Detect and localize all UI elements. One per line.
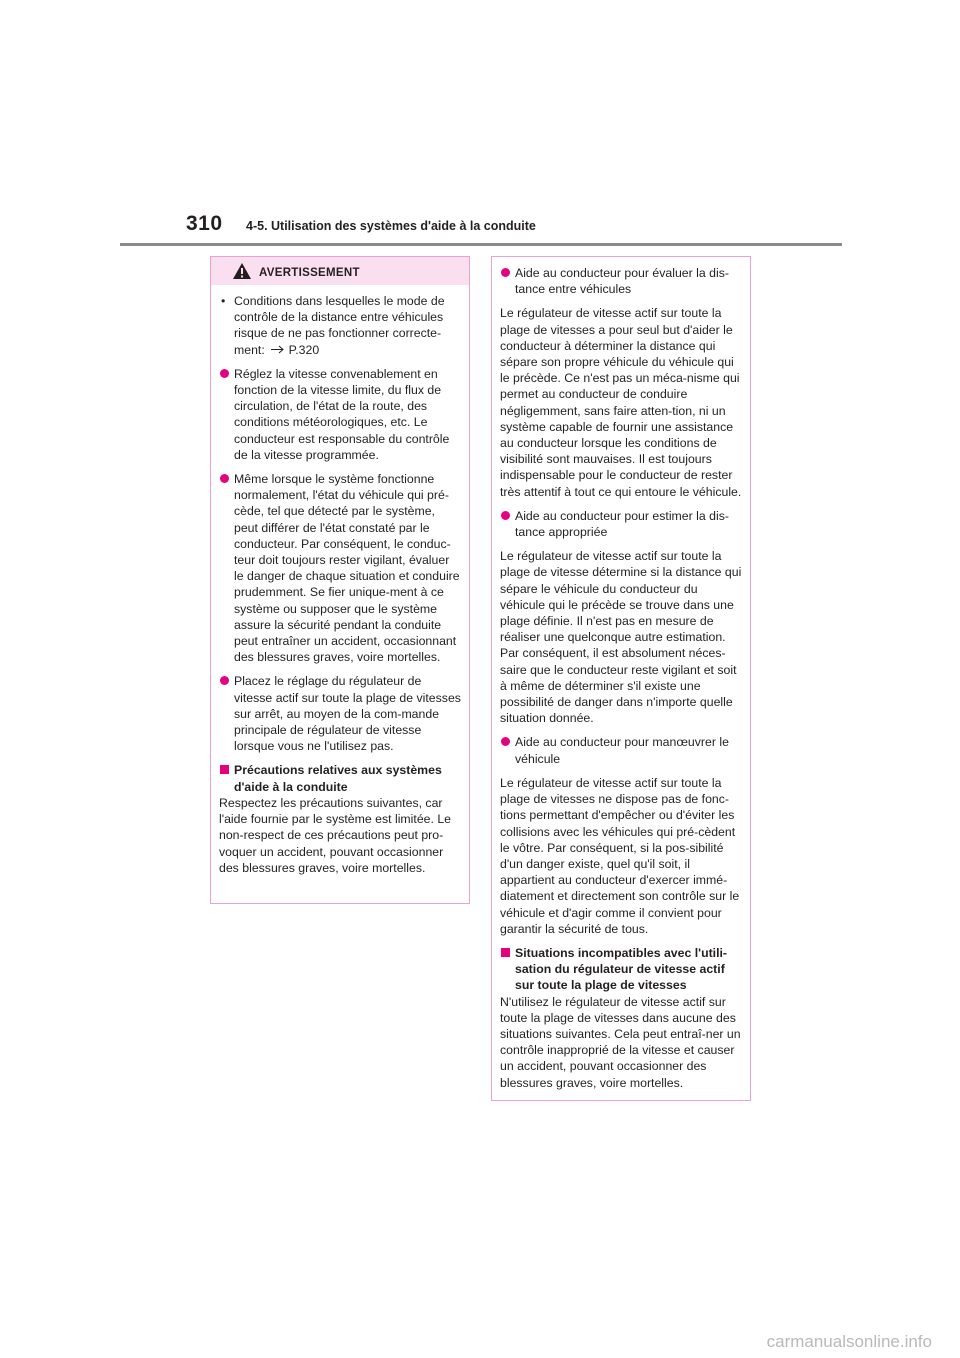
warning-panel-continued [491, 256, 751, 1101]
warning-title: AVERTISSEMENT [259, 267, 360, 279]
header-divider [120, 243, 842, 246]
watermark: carmanualsonline.info [766, 1332, 932, 1351]
warning-condition-item [219, 293, 461, 358]
chapter-title: 4-5. Utilisation des systèmes d'aide à la conduite [246, 219, 536, 233]
section-heading: Situations incompatibles avec l'utili-sation du régulateur de vitesse actif sur toute la plage de vitesses [500, 945, 742, 994]
warning-bullet: Réglez la vitesse convenablement en fonction de la vitesse limite, du flux de circulation, de l'état de la route, des conditions météorologiques, etc. Le conducteur est responsable du contrôle de la vitesse programmée. [219, 366, 461, 463]
page-reference-link[interactable]: P.320 [288, 342, 320, 357]
section-heading: Précautions relatives aux systèmes d'aide à la conduite [219, 762, 461, 794]
arrow-right-icon [271, 342, 285, 358]
warning-bullet: Aide au conducteur pour estimer la dis-tance appropriée [500, 508, 742, 540]
section-body: N'utilisez le régulateur de vitesse actif sur toute la plage de vitesses dans aucune des situations suivantes. Cela peut entraî-ner un contrôle inapproprié de la vitesse et causer un accident, pouvant occasionner des blessures graves, voire mortelles. [500, 994, 741, 1090]
warning-header [211, 257, 469, 285]
warning-bullet: Aide au conducteur pour évaluer la dis-tance entre véhicules [500, 265, 742, 297]
warning-triangle-icon [232, 262, 252, 284]
page-number: 310 [186, 212, 223, 235]
warning-bullet: Même lorsque le système fonctionne normalement, l'état du véhicule qui pré-cède, tel que détecté par le système, peut différer de l'état constaté par le conducteur. Par conséquent, le conduc-teur doit toujours rester vigilant, évaluer le danger de chaque situation et conduire prudemment. Se fier unique-ment à ce système ou supposer que le système assure la sécurité pendant la conduite peut entraîner un accident, occasionnant des blessures graves, voire mortelles. [219, 471, 461, 665]
warning-condition-text: Conditions dans lesquelles le mode de contrôle de la distance entre véhicules risque de ne pas fonctionner correcte-ment: [234, 294, 445, 357]
bullet-body: Le régulateur de vitesse actif sur toute la plage de vitesses ne dispose pas de fonc-tions permettant d'empêcher ou d'éviter les collisions avec les véhicules qui pré-cèdent le vôtre. Par conséquent, si la pos-sibilité d'un danger existe, quel qu'il soit, il appartient au conducteur d'exercer immé-diatement et directement son contrôle sur le véhicule et d'agir comme il convient pour garantir la sécurité de tous. [500, 775, 740, 936]
bullet-body: Le régulateur de vitesse actif sur toute la plage de vitesse détermine si la distance qui sépare le véhicule du conducteur du véhicule qui le précède se trouve dans une plage définie. Il n'est pas en mesure de réaliser une quelconque autre estimation. Par conséquent, il est absolument néces-saire que le conducteur reste vigilant et soit à même de déterminer s'il existe une possibilité de danger dans n'importe quelle situation donnée. [500, 549, 742, 726]
warning-bullet: Aide au conducteur pour manœuvrer le véhicule [500, 734, 742, 766]
bullet-body: Le régulateur de vitesse actif sur toute la plage de vitesses a pour seul but d'aider le conducteur à déterminer la distance qui sépare son propre véhicule du véhicule qui le précède. Ce n'est pas un méca-nisme qui permet au conducteur de conduire négligemment, sans faire atten-tion, ni un système capable de fournir une assistance au conducteur lorsque les conditions de visibilité sont mauvaises. Il est toujours indispensable pour le conducteur de rester très attentif à tout ce qui entoure le véhicule. [500, 306, 742, 499]
warning-panel [210, 256, 470, 904]
warning-bullet: Placez le réglage du régulateur de vitesse actif sur toute la plage de vitesses sur arrêt, au moyen de la com-mande principale de régulateur de vitesse lorsque vous ne l'utilisez pas. [219, 673, 461, 754]
section-body: Respectez les précautions suivantes, car l'aide fournie par le système est limitée. Le non-respect de ces précautions peut pro-voquer un accident, pouvant occasionner des blessures graves, voire mortelles. [219, 795, 452, 875]
